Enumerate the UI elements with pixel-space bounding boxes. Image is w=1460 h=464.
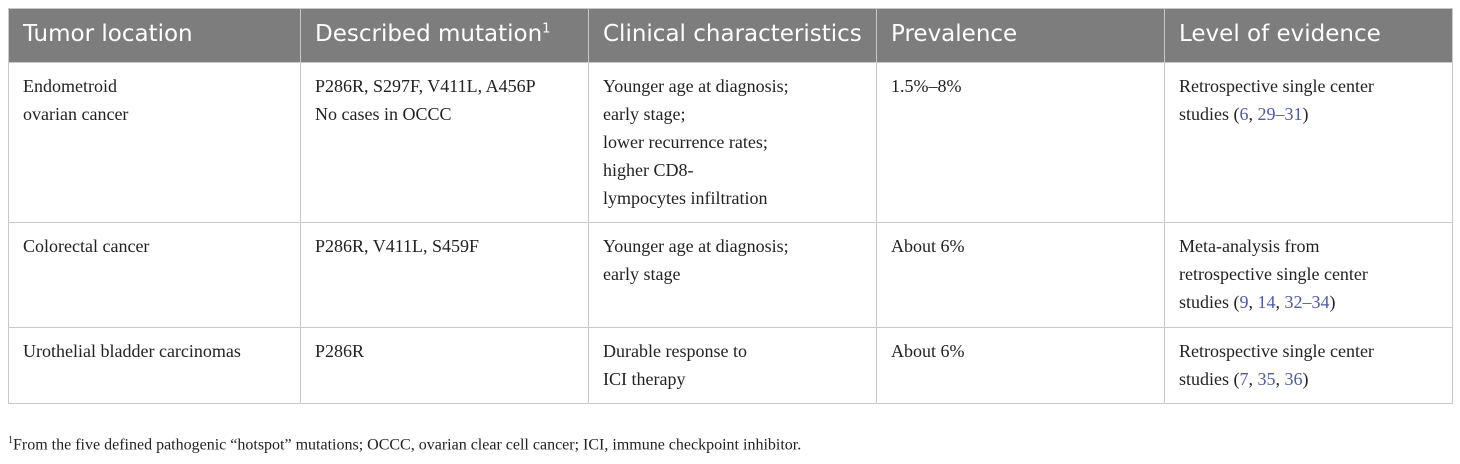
cell-clinical bbox=[589, 328, 877, 404]
cell-mutation bbox=[301, 328, 589, 404]
cell-prevalence bbox=[877, 63, 1165, 223]
cell-text: About 6% bbox=[891, 236, 965, 256]
data-table bbox=[8, 8, 1453, 404]
reference-link[interactable]: 14 bbox=[1257, 292, 1276, 312]
reference-link[interactable]: 35 bbox=[1257, 369, 1276, 389]
cell-text: retrospective single center bbox=[1179, 264, 1368, 284]
header-clinical-characteristics: Clinical characteristics bbox=[589, 9, 877, 63]
cell-clinical bbox=[589, 223, 877, 328]
reference-link[interactable]: 32–34 bbox=[1284, 292, 1330, 312]
cell-text: Meta-analysis from bbox=[1179, 236, 1320, 256]
cell-text: lympocytes infiltration bbox=[603, 188, 768, 208]
table-row bbox=[9, 63, 1453, 223]
cell-text: lower recurrence rates; bbox=[603, 132, 768, 152]
cell-tumor-location bbox=[9, 328, 301, 404]
cell-text: About 6% bbox=[891, 341, 965, 361]
cell-clinical bbox=[589, 63, 877, 223]
cell-text: P286R, S297F, V411L, A456P bbox=[315, 76, 536, 96]
cell-text: Urothelial bladder carcinomas bbox=[23, 341, 241, 361]
reference-link[interactable]: 6 bbox=[1239, 104, 1249, 124]
cell-evidence bbox=[1165, 223, 1453, 328]
header-row bbox=[9, 9, 1453, 63]
cell-mutation bbox=[301, 223, 589, 328]
footnote-marker: 1 bbox=[542, 21, 551, 37]
cell-text: Retrospective single center bbox=[1179, 76, 1374, 96]
cell-text: studies (7, 35, 36) bbox=[1179, 369, 1309, 389]
cell-text: ICI therapy bbox=[603, 369, 686, 389]
cell-text: Younger age at diagnosis; bbox=[603, 236, 789, 256]
footnote-marker: 1 bbox=[8, 435, 13, 446]
footnote-text: From the five defined pathogenic “hotspot” mutations; OCCC, ovarian clear cell cancer; ICI, immune checkpoint inhibitor. bbox=[13, 436, 802, 454]
reference-link[interactable]: 7 bbox=[1239, 369, 1249, 389]
cell-text: Colorectal cancer bbox=[23, 236, 150, 256]
table-footnote bbox=[8, 435, 801, 454]
cell-text: P286R, V411L, S459F bbox=[315, 236, 480, 256]
cell-prevalence bbox=[877, 328, 1165, 404]
cell-evidence bbox=[1165, 328, 1453, 404]
cell-text: early stage; bbox=[603, 104, 686, 124]
cell-mutation bbox=[301, 63, 589, 223]
table-header bbox=[9, 9, 1453, 63]
cell-prevalence bbox=[877, 223, 1165, 328]
header-prevalence: Prevalence bbox=[877, 9, 1165, 63]
cell-text: studies (6, 29–31) bbox=[1179, 104, 1309, 124]
cell-tumor-location bbox=[9, 63, 301, 223]
cell-text: studies (9, 14, 32–34) bbox=[1179, 292, 1336, 312]
cell-evidence bbox=[1165, 63, 1453, 223]
reference-link[interactable]: 29–31 bbox=[1257, 104, 1303, 124]
reference-link[interactable]: 36 bbox=[1284, 369, 1303, 389]
cell-text: ovarian cancer bbox=[23, 104, 129, 124]
header-level-of-evidence: Level of evidence bbox=[1165, 9, 1453, 63]
cell-text: Endometroid bbox=[23, 76, 117, 96]
header-described-mutation: Described mutation$^1$ bbox=[301, 9, 589, 63]
cell-text: higher CD8- bbox=[603, 160, 694, 180]
cell-text: P286R bbox=[315, 341, 365, 361]
cell-text: Younger age at diagnosis; bbox=[603, 76, 789, 96]
cell-text: Retrospective single center bbox=[1179, 341, 1374, 361]
cell-tumor-location bbox=[9, 223, 301, 328]
reference-link[interactable]: 9 bbox=[1239, 292, 1249, 312]
table-row bbox=[9, 328, 1453, 404]
cell-text: early stage bbox=[603, 264, 681, 284]
cell-text: 1.5%–8% bbox=[891, 76, 962, 96]
header-tumor-location: Tumor location bbox=[9, 9, 301, 63]
cell-text: Durable response to bbox=[603, 341, 747, 361]
table-row bbox=[9, 223, 1453, 328]
cell-text: No cases in OCCC bbox=[315, 104, 452, 124]
